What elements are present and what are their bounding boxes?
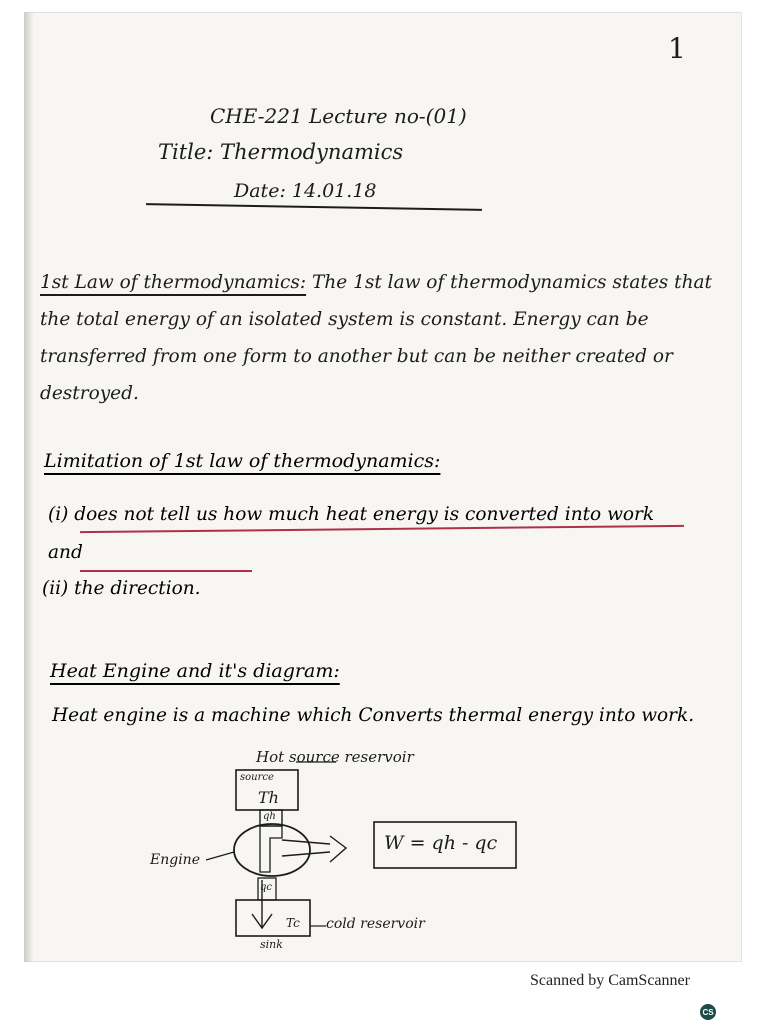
camscanner-logo-icon: CS bbox=[700, 1004, 716, 1020]
first-law-text: The 1st law of thermodynamics states that the total energy of an isolated system is constant. Energy can be transferred from one form to another but can be neither created or destroyed. bbox=[40, 272, 712, 404]
item-1-number: (i) bbox=[48, 504, 69, 525]
tc-label: Tc bbox=[286, 916, 300, 930]
work-equation: W = qh - qc bbox=[384, 832, 498, 854]
lecture-title: Title: Thermodynamics bbox=[158, 140, 404, 164]
engine-pointer bbox=[206, 852, 234, 860]
th-label: Th bbox=[258, 788, 279, 807]
qh-label: qh bbox=[263, 811, 276, 822]
engine-core bbox=[260, 826, 282, 872]
qc-label: qc bbox=[260, 882, 273, 893]
source-label: source bbox=[240, 772, 274, 783]
item-2-text: the direction. bbox=[74, 578, 201, 599]
heat-engine-description: Heat engine is a machine which Converts thermal energy into work. bbox=[52, 705, 695, 726]
sink-label: sink bbox=[260, 938, 283, 951]
lecture-date: Date: 14.01.18 bbox=[234, 180, 377, 202]
first-law-heading: 1st Law of thermodynamics: bbox=[40, 272, 307, 293]
cold-reservoir-label: cold reservoir bbox=[326, 916, 425, 932]
hot-reservoir-label: Hot source reservoir bbox=[256, 748, 414, 766]
engine-label: Engine bbox=[150, 852, 200, 868]
work-arrow bbox=[282, 836, 346, 862]
item-2-number: (ii) bbox=[42, 578, 69, 599]
page-number: 1 bbox=[668, 32, 686, 65]
limitation-heading: Limitation of 1st law of thermodynamics: bbox=[44, 450, 441, 472]
course-line: CHE-221 Lecture no-(01) bbox=[210, 104, 467, 128]
item-1-text: does not tell us how much heat energy is converted into work and bbox=[48, 504, 655, 563]
engine-ellipse bbox=[234, 824, 310, 876]
heat-engine-heading: Heat Engine and it's diagram: bbox=[50, 660, 340, 682]
scanner-watermark: Scanned by CamScanner bbox=[530, 972, 690, 989]
